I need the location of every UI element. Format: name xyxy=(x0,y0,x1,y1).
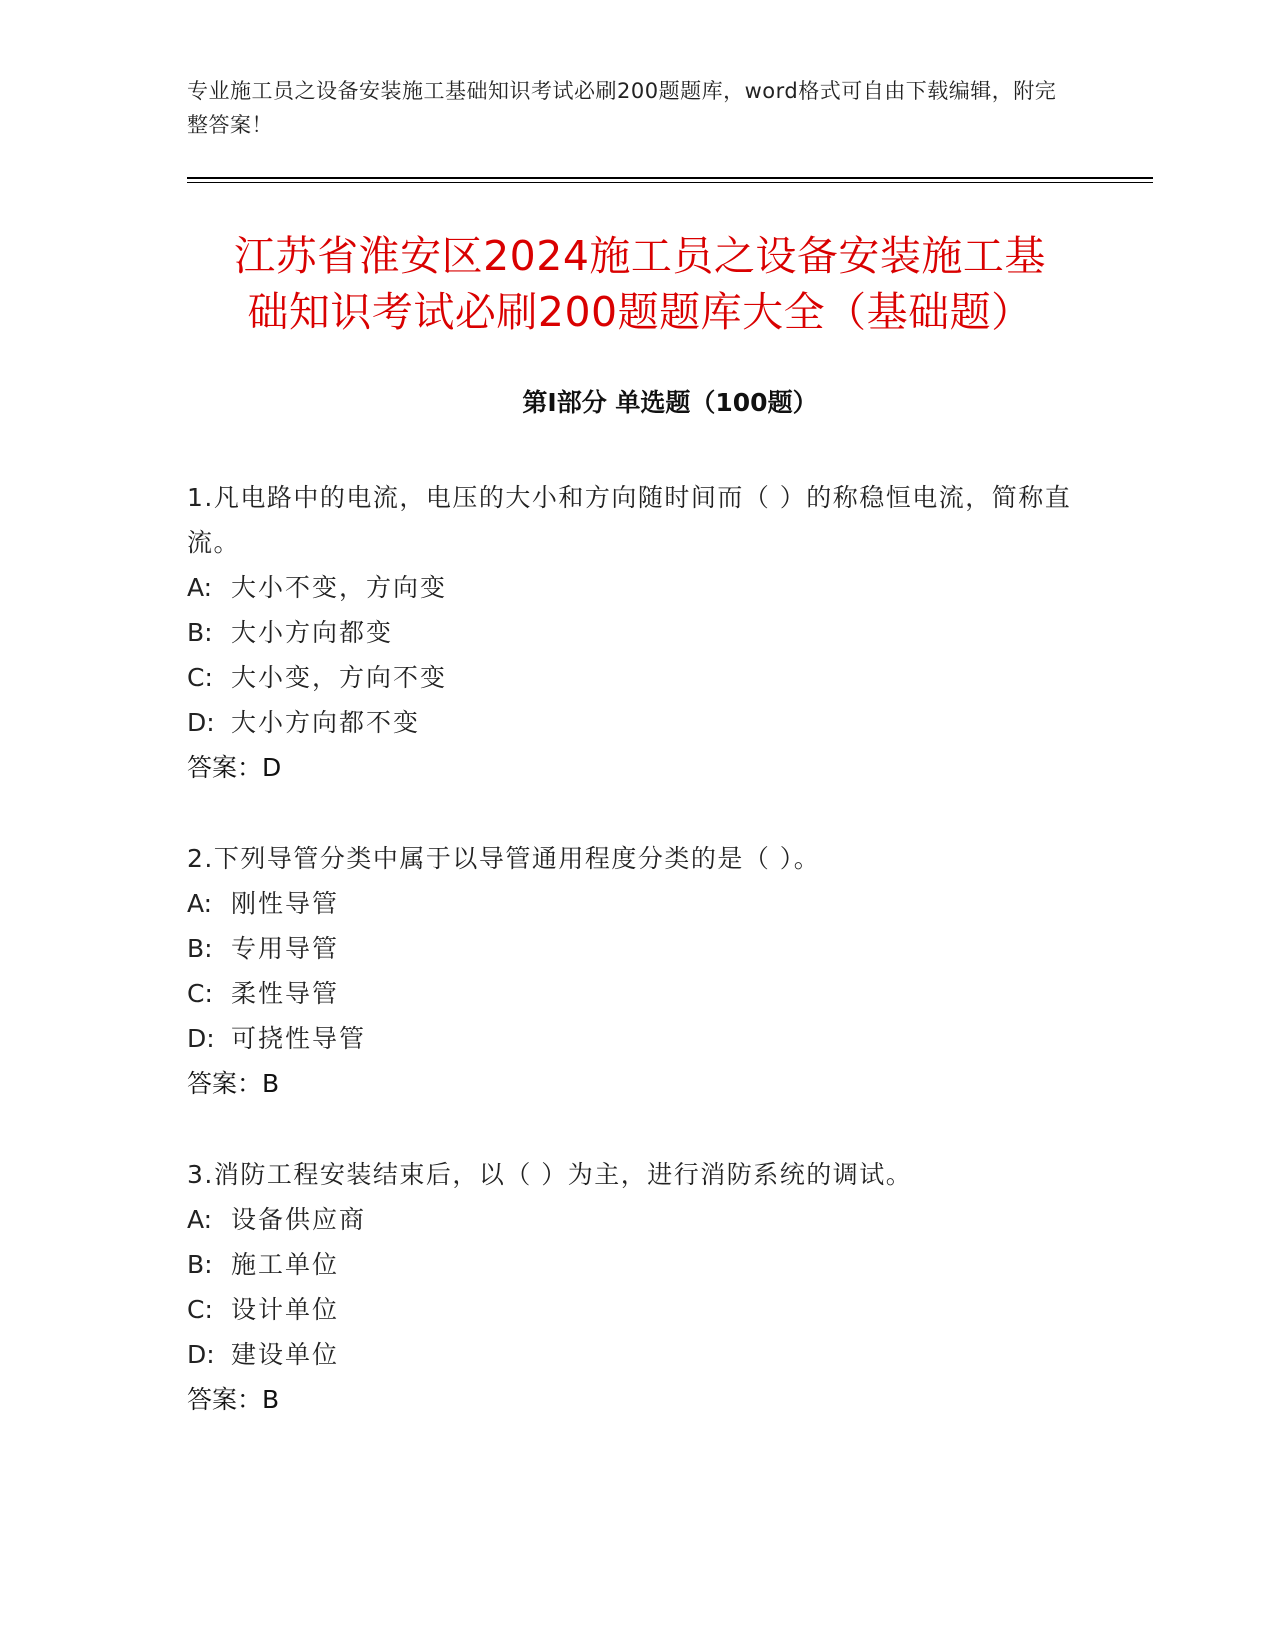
option-b xyxy=(187,926,1087,971)
option-text: 建设单位 xyxy=(231,1340,340,1369)
option-a xyxy=(187,881,1087,926)
document-title-line-2: 础知识考试必刷200题题库大全（基础题） xyxy=(247,288,1033,336)
question-item xyxy=(187,1152,1087,1422)
option-text: 大小方向都不变 xyxy=(231,708,421,737)
option-text: 大小方向都变 xyxy=(231,618,394,647)
option-letter: B: xyxy=(187,934,213,963)
option-text: 刚性导管 xyxy=(231,889,340,918)
option-letter: A: xyxy=(187,573,213,602)
answer-line: 答案：D xyxy=(187,753,282,782)
option-letter: C: xyxy=(187,979,213,1008)
option-text: 大小变，方向不变 xyxy=(231,663,448,692)
option-b xyxy=(187,1242,1087,1287)
option-b xyxy=(187,610,1087,655)
option-d xyxy=(187,700,1087,745)
option-letter: C: xyxy=(187,1295,213,1324)
header-rule-thick xyxy=(187,177,1153,179)
document-title-line-1: 江苏省淮安区2024施工员之设备安装施工基 xyxy=(234,232,1046,280)
option-letter: A: xyxy=(187,889,213,918)
answer-line: 答案：B xyxy=(187,1385,280,1414)
option-d xyxy=(187,1332,1087,1377)
option-letter: D: xyxy=(187,708,215,737)
option-c xyxy=(187,1287,1087,1332)
question-stem: 1.凡电路中的电流，电压的大小和方向随时间而（ ）的称稳恒电流，简称直流。 xyxy=(187,483,1072,557)
option-d xyxy=(187,1016,1087,1061)
option-letter: A: xyxy=(187,1205,213,1234)
document-title xyxy=(180,228,1100,340)
section-heading: 第Ⅰ部分 单选题（100题） xyxy=(522,388,818,417)
option-text: 设计单位 xyxy=(231,1295,340,1324)
option-letter: D: xyxy=(187,1024,215,1053)
option-text: 设备供应商 xyxy=(231,1205,367,1234)
question-stem: 3.消防工程安装结束后，以（ ）为主，进行消防系统的调试。 xyxy=(187,1160,913,1189)
question-item xyxy=(187,475,1087,790)
option-letter: C: xyxy=(187,663,213,692)
option-letter: B: xyxy=(187,618,213,647)
header-rule-thin xyxy=(187,182,1153,183)
option-a xyxy=(187,1197,1087,1242)
question-stem: 2.下列导管分类中属于以导管通用程度分类的是（ ）。 xyxy=(187,844,821,873)
option-text: 专用导管 xyxy=(231,934,340,963)
option-text: 柔性导管 xyxy=(231,979,340,1008)
option-text: 可挠性导管 xyxy=(231,1024,367,1053)
option-letter: B: xyxy=(187,1250,213,1279)
option-c xyxy=(187,971,1087,1016)
question-list xyxy=(187,475,1087,1468)
option-text: 施工单位 xyxy=(231,1250,340,1279)
option-letter: D: xyxy=(187,1340,215,1369)
header-note: 专业施工员之设备安装施工基础知识考试必刷200题题库，word格式可自由下载编辑，附完整答案！ xyxy=(187,79,1057,137)
option-c xyxy=(187,655,1087,700)
answer-line: 答案：B xyxy=(187,1069,280,1098)
option-a xyxy=(187,565,1087,610)
question-item xyxy=(187,836,1087,1106)
option-text: 大小不变，方向变 xyxy=(231,573,448,602)
